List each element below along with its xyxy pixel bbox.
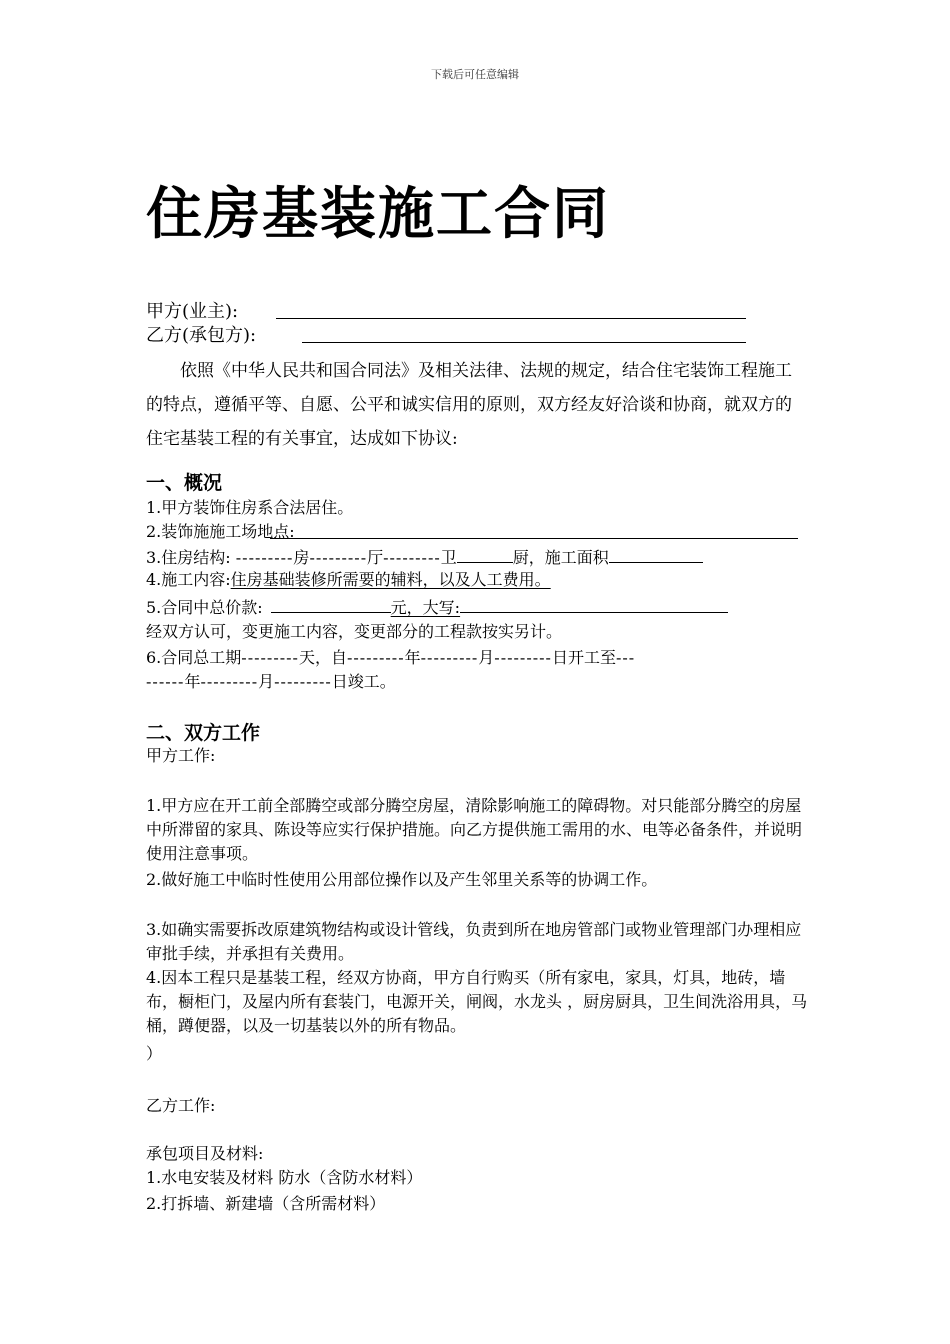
item-1: 1.甲方装饰住房系合法居住。 bbox=[146, 498, 354, 517]
party-a-item-3: 3.如确实需要拆改原建筑物结构或设计管线，负责到所在地房管部门或物业管理部门办理相应审批手续，并承担有关费用。 bbox=[146, 920, 802, 963]
item-6-line2: ------年---------月---------日竣工。 bbox=[146, 672, 396, 691]
section-2-heading: 二、双方工作 bbox=[146, 722, 261, 744]
party-a-blank bbox=[276, 318, 746, 319]
party-a-item-2: 2.做好施工中临时性使用公用部位操作以及产生邻里关系等的协调工作。 bbox=[146, 870, 658, 889]
intro-paragraph: 依照《中华人民共和国合同法》及相关法律、法规的规定，结合住宅装饰工程施工的特点，遵循平等、自愿、公平和诚实信用的原则，双方经友好洽谈和协商，就双方的住宅基装工程的有关事宜，达成如下协议: bbox=[146, 361, 792, 449]
item-3-label: 3.住房结构: bbox=[146, 548, 231, 567]
party-b-item-2: 2.打拆墙、新建墙（含所需材料） bbox=[146, 1194, 386, 1213]
item-3: 3.住房结构: ---------房---------厅---------卫 厨，施工面积 bbox=[146, 544, 703, 570]
item-5-words-blank bbox=[460, 594, 728, 613]
party-b-item-1: 1.水电安装及材料 防水（含防水材料） bbox=[146, 1168, 423, 1187]
item-4: 4.施工内容:住房基础装修所需要的辅料，以及人工费用。 bbox=[146, 570, 551, 589]
page-header: 下载后可任意编辑 bbox=[431, 68, 519, 81]
item-2-blank bbox=[270, 538, 798, 539]
party-b-work-label: 乙方工作: bbox=[146, 1096, 216, 1115]
item-5-note: 经双方认可，变更施工内容，变更部分的工程款按实另计。 bbox=[146, 622, 563, 641]
party-a-item-1: 1.甲方应在开工前全部腾空或部分腾空房屋，清除影响施工的障碍物。对只能部分腾空的房屋中所滞留的家具、陈设等应实行保护措施。向乙方提供施工需用的水、电等必备条件，并说明使用注意事项。 bbox=[146, 796, 803, 863]
item-4-content: 住房基础装修所需要的辅料，以及人工费用。 bbox=[230, 570, 551, 589]
item-3-wei-blank bbox=[457, 544, 513, 563]
item-3-area-blank bbox=[609, 544, 703, 563]
party-a-item-4: 4.因本工程只是基装工程，经双方协商，甲方自行购买（所有家电，家具，灯具，地砖，墙布，橱柜门，及屋内所有套装门，电源开关，闸阀，水龙头 ，厨房厨具，卫生间洗浴用具，马桶，蹲便器，以及一切基装以外的所有物品。 bbox=[146, 968, 808, 1035]
item-5-amount-blank bbox=[271, 594, 391, 613]
item-2-label: 2.装饰施施工场地点: bbox=[146, 522, 295, 541]
item-5: 5.合同中总价款: 元，大写: bbox=[146, 594, 728, 620]
item-6-line1: 6.合同总工期---------天，自---------年---------月---------日开工至--- bbox=[146, 648, 636, 667]
party-b-label: 乙方(承包方): bbox=[146, 325, 257, 346]
party-a-work-label: 甲方工作: bbox=[146, 746, 216, 765]
document-title: 住房基装施工合同 bbox=[146, 181, 610, 247]
section-1-heading: 一、概况 bbox=[146, 472, 223, 494]
party-a-item-4-close: ） bbox=[146, 1044, 163, 1063]
party-b-blank bbox=[302, 342, 746, 343]
party-b-scope-label: 承包项目及材料: bbox=[146, 1144, 264, 1163]
party-a-label: 甲方(业主): bbox=[146, 301, 239, 322]
